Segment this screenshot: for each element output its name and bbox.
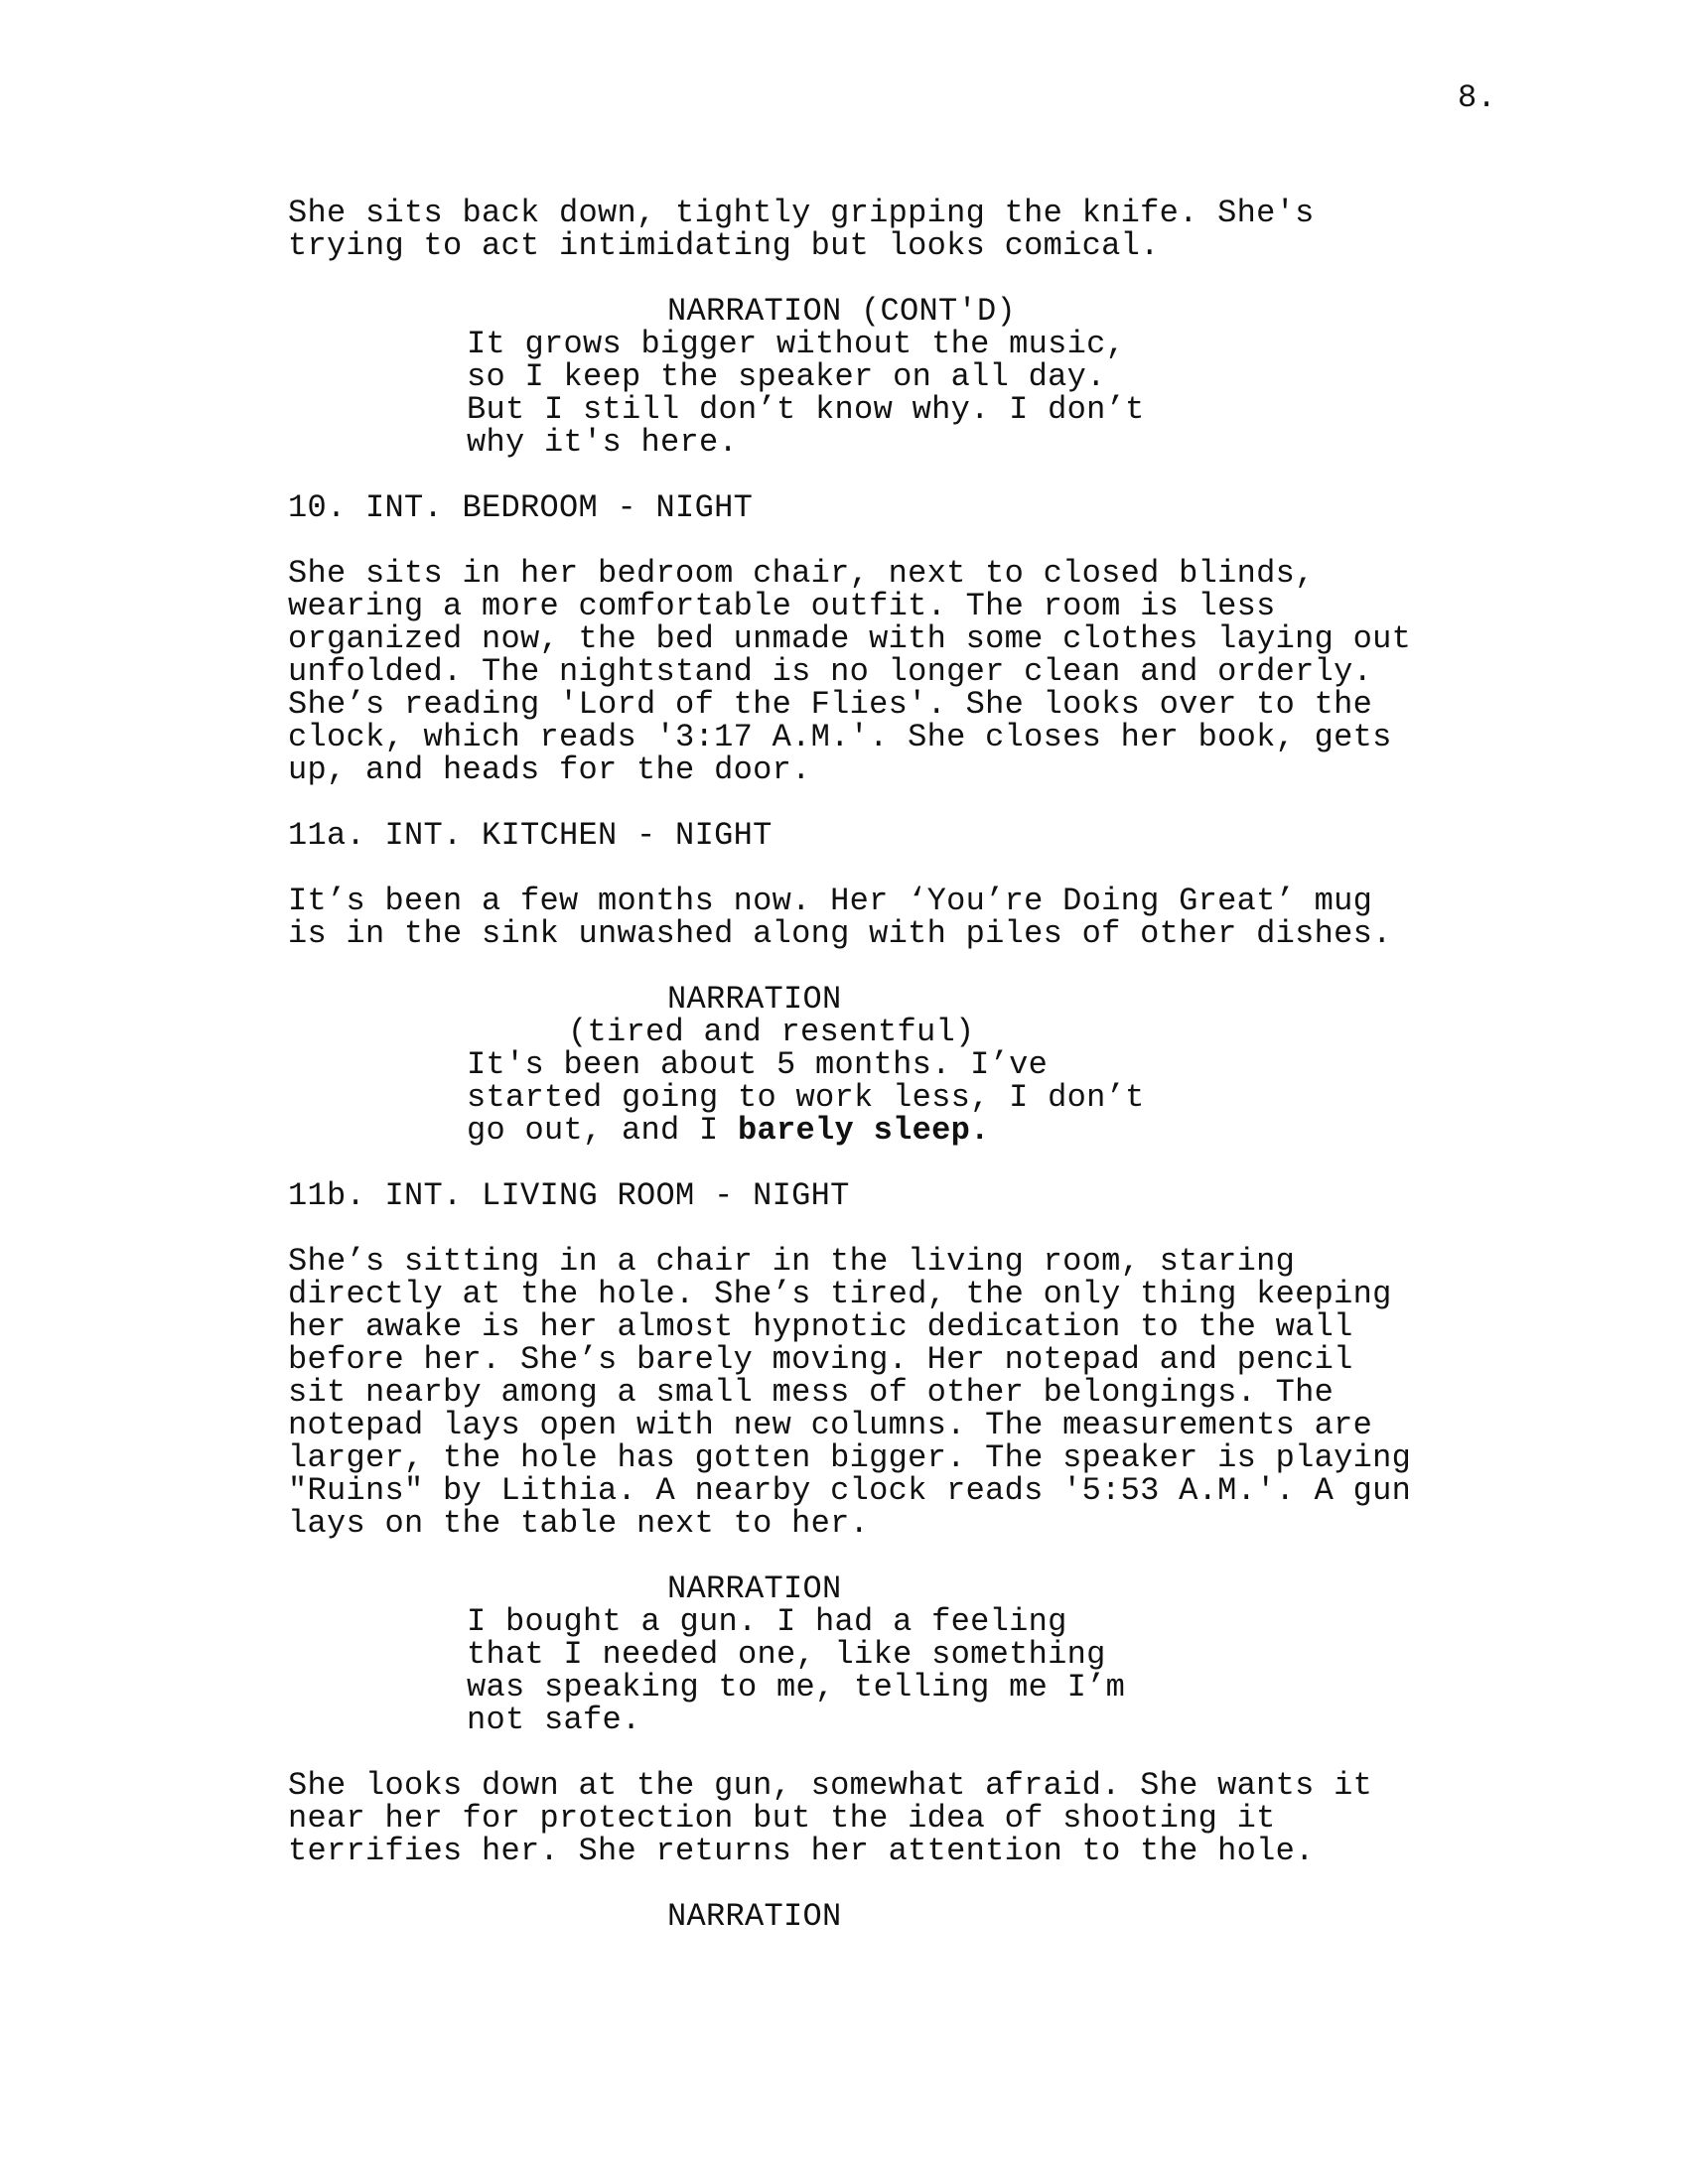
- dialogue-line: started going to work less, I don’t: [467, 1079, 1145, 1116]
- action-line: larger, the hole has gotten bigger. The speaker is playing: [288, 1439, 1412, 1476]
- action-line: unfolded. The nightstand is no longer clean and orderly.: [288, 653, 1373, 690]
- action-line: directly at the hole. She’s tired, the only thing keeping: [288, 1276, 1392, 1312]
- page-number: 8.: [1458, 79, 1497, 116]
- action-line: notepad lays open with new columns. The measurements are: [288, 1407, 1373, 1443]
- action-line: near her for protection but the idea of shooting it: [288, 1800, 1276, 1837]
- scene-heading: 11b. INT. LIVING ROOM - NIGHT: [288, 1177, 850, 1214]
- dialogue-line: not safe.: [467, 1702, 641, 1738]
- action-line: her awake is her almost hypnotic dedication to the wall: [288, 1308, 1353, 1345]
- action-line: "Ruins" by Lithia. A nearby clock reads '5:53 A.M.'. A gun: [288, 1472, 1412, 1509]
- dialogue-line: why it's here.: [467, 424, 739, 461]
- action-line: before her. She’s barely moving. Her notepad and pencil: [288, 1341, 1353, 1378]
- dialogue-line: I bought a gun. I had a feeling: [467, 1603, 1067, 1640]
- action-line: clock, which reads '3:17 A.M.'. She closes her book, gets: [288, 719, 1392, 755]
- character-cue: NARRATION (CONT'D): [667, 293, 1017, 330]
- character-cue: NARRATION: [667, 1570, 842, 1607]
- action-line: lays on the table next to her.: [288, 1505, 870, 1542]
- dialogue-line: that I needed one, like something: [467, 1636, 1106, 1673]
- action-line: wearing a more comfortable outfit. The room is less: [288, 588, 1276, 624]
- action-line: trying to act intimidating but looks comical.: [288, 227, 1160, 264]
- action-line: terrifies her. She returns her attention to the hole.: [288, 1833, 1315, 1869]
- action-line: She’s sitting in a chair in the living room, staring: [288, 1243, 1296, 1280]
- action-line: organized now, the bed unmade with some clothes laying out: [288, 620, 1412, 657]
- dialogue-line: [467, 1114, 990, 1147]
- scene-heading: 10. INT. BEDROOM - NIGHT: [288, 489, 754, 526]
- action-line: She sits back down, tightly gripping the knife. She's: [288, 195, 1315, 231]
- dialogue-line: It's been about 5 months. I’ve: [467, 1046, 1049, 1083]
- character-cue: NARRATION: [667, 981, 842, 1018]
- action-line: She’s reading 'Lord of the Flies'. She looks over to the: [288, 686, 1373, 723]
- action-line: She sits in her bedroom chair, next to closed blinds,: [288, 555, 1315, 592]
- parenthetical: (tired and resentful): [568, 1014, 975, 1050]
- action-line: She looks down at the gun, somewhat afraid. She wants it: [288, 1767, 1373, 1804]
- action-line: up, and heads for the door.: [288, 751, 811, 788]
- emphasis-text: barely sleep.: [738, 1112, 990, 1149]
- dialogue-line: It grows bigger without the music,: [467, 326, 1126, 362]
- action-line: It’s been a few months now. Her ‘You’re Doing Great’ mug: [288, 883, 1373, 919]
- dialogue-line: But I still don’t know why. I don’t: [467, 391, 1145, 428]
- dialogue-text: go out, and I: [467, 1112, 739, 1149]
- dialogue-line: was speaking to me, telling me I’m: [467, 1669, 1126, 1706]
- dialogue-line: so I keep the speaker on all day.: [467, 358, 1106, 395]
- character-cue: NARRATION: [667, 1898, 842, 1935]
- action-line: sit nearby among a small mess of other belongings. The: [288, 1374, 1335, 1411]
- scene-heading: 11a. INT. KITCHEN - NIGHT: [288, 817, 773, 854]
- action-line: is in the sink unwashed along with piles of other dishes.: [288, 915, 1392, 952]
